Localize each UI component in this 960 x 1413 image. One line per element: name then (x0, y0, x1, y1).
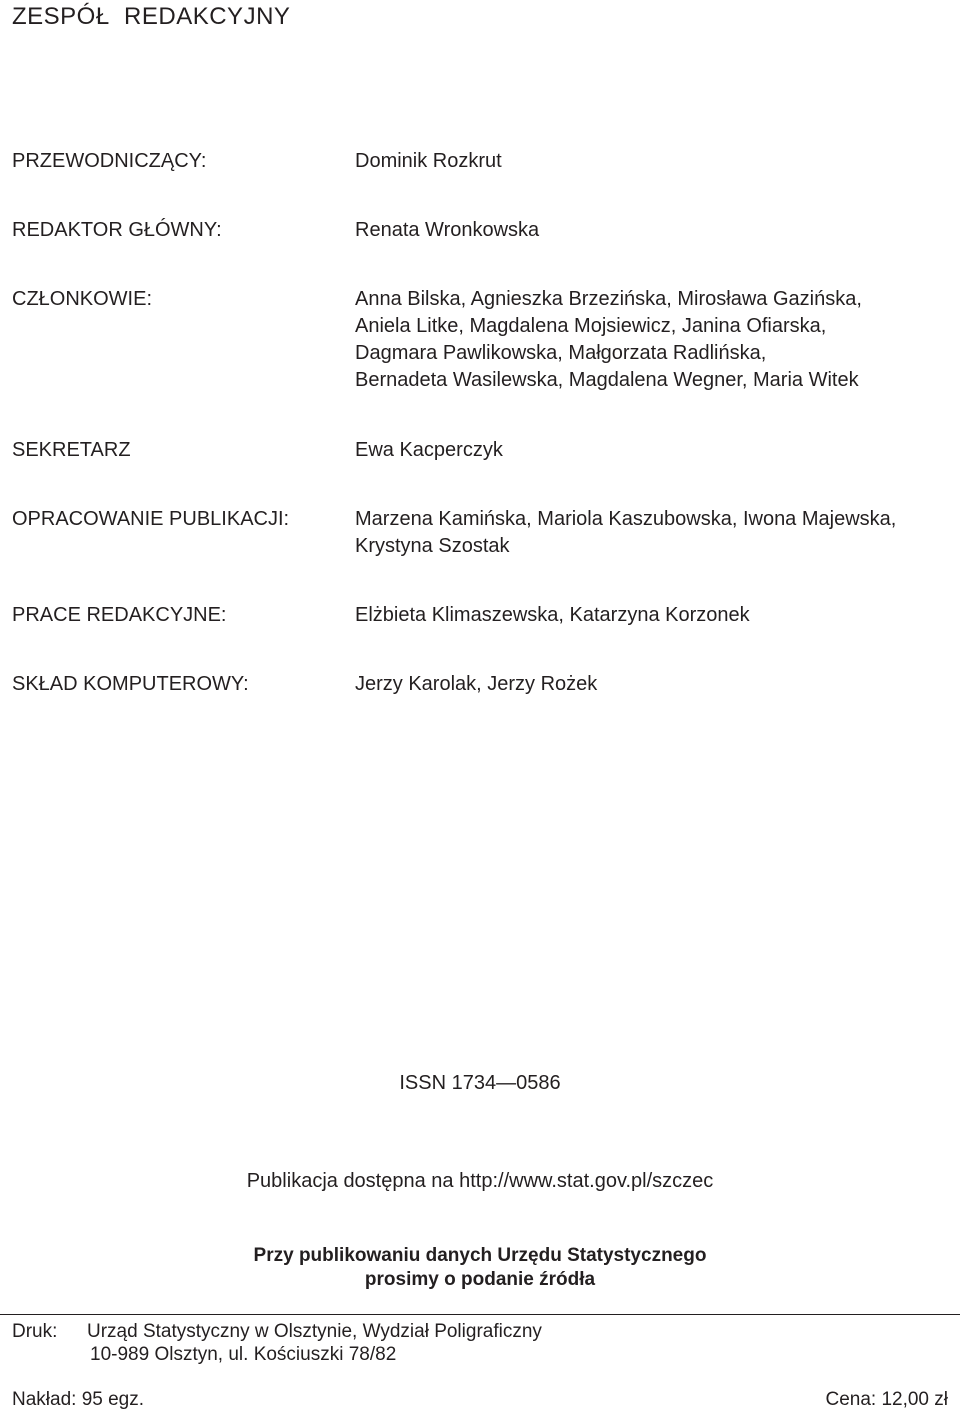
staff-names (355, 506, 945, 560)
footer-divider (0, 1314, 960, 1315)
staff-role-label: PRZEWODNICZĄCY: (12, 150, 207, 172)
staff-role-label: CZŁONKOWIE: (12, 288, 153, 310)
printer-label: Druk: (12, 1321, 58, 1342)
staff-name-line: Ewa Kacperczyk (355, 439, 503, 461)
staff-name-line: Aniela Litke, Magdalena Mojsiewicz, Janina Ofiarska, (355, 315, 827, 337)
issn-number: ISSN 1734—0586 (399, 1072, 561, 1094)
staff-name-line: Renata Wronkowska (355, 219, 540, 241)
printer-address: 10-989 Olsztyn, ul. Kościuszki 78/82 (90, 1344, 397, 1365)
staff-role-label: PRACE REDAKCYJNE: (12, 604, 227, 626)
price: Cena: 12,00 zł (825, 1389, 948, 1410)
staff-names (355, 602, 945, 629)
staff-names (355, 148, 945, 175)
staff-name-line: Elżbieta Klimaszewska, Katarzyna Korzonek (355, 604, 750, 626)
staff-names (355, 286, 945, 394)
notice-line: Przy publikowaniu danych Urzędu Statystycznego (253, 1245, 707, 1266)
staff-name-line: Krystyna Szostak (355, 535, 510, 557)
notice-line: prosimy o podanie źródła (364, 1269, 596, 1290)
staff-name-line: Marzena Kamińska, Mariola Kaszubowska, Iwona Majewska, (355, 508, 897, 530)
print-run: Nakład: 95 egz. (12, 1389, 145, 1410)
staff-names (355, 671, 945, 698)
staff-role-label: REDAKTOR GŁÓWNY: (12, 219, 222, 241)
staff-role-label: SKŁAD KOMPUTEROWY: (12, 673, 249, 695)
staff-role-label: SEKRETARZ (12, 439, 131, 461)
staff-name-line: Dagmara Pawlikowska, Małgorzata Radlińska, (355, 342, 767, 364)
staff-names (355, 437, 945, 464)
staff-name-line: Dominik Rozkrut (355, 150, 502, 172)
staff-names (355, 217, 945, 244)
staff-name-line: Bernadeta Wasilewska, Magdalena Wegner, Maria Witek (355, 369, 859, 391)
page-title: ZESPÓŁ REDAKCYJNY (12, 3, 291, 30)
staff-role-label: OPRACOWANIE PUBLIKACJI: (12, 508, 290, 530)
staff-name-line: Anna Bilska, Agnieszka Brzezińska, Mirosława Gazińska, (355, 288, 862, 310)
publication-availability-note: Publikacja dostępna na http://www.stat.gov.pl/szczec (246, 1170, 714, 1192)
printer-name: Urząd Statystyczny w Olsztynie, Wydział Poligraficzny (87, 1321, 542, 1342)
source-citation-notice (0, 1244, 960, 1292)
staff-name-line: Jerzy Karolak, Jerzy Rożek (355, 673, 598, 695)
